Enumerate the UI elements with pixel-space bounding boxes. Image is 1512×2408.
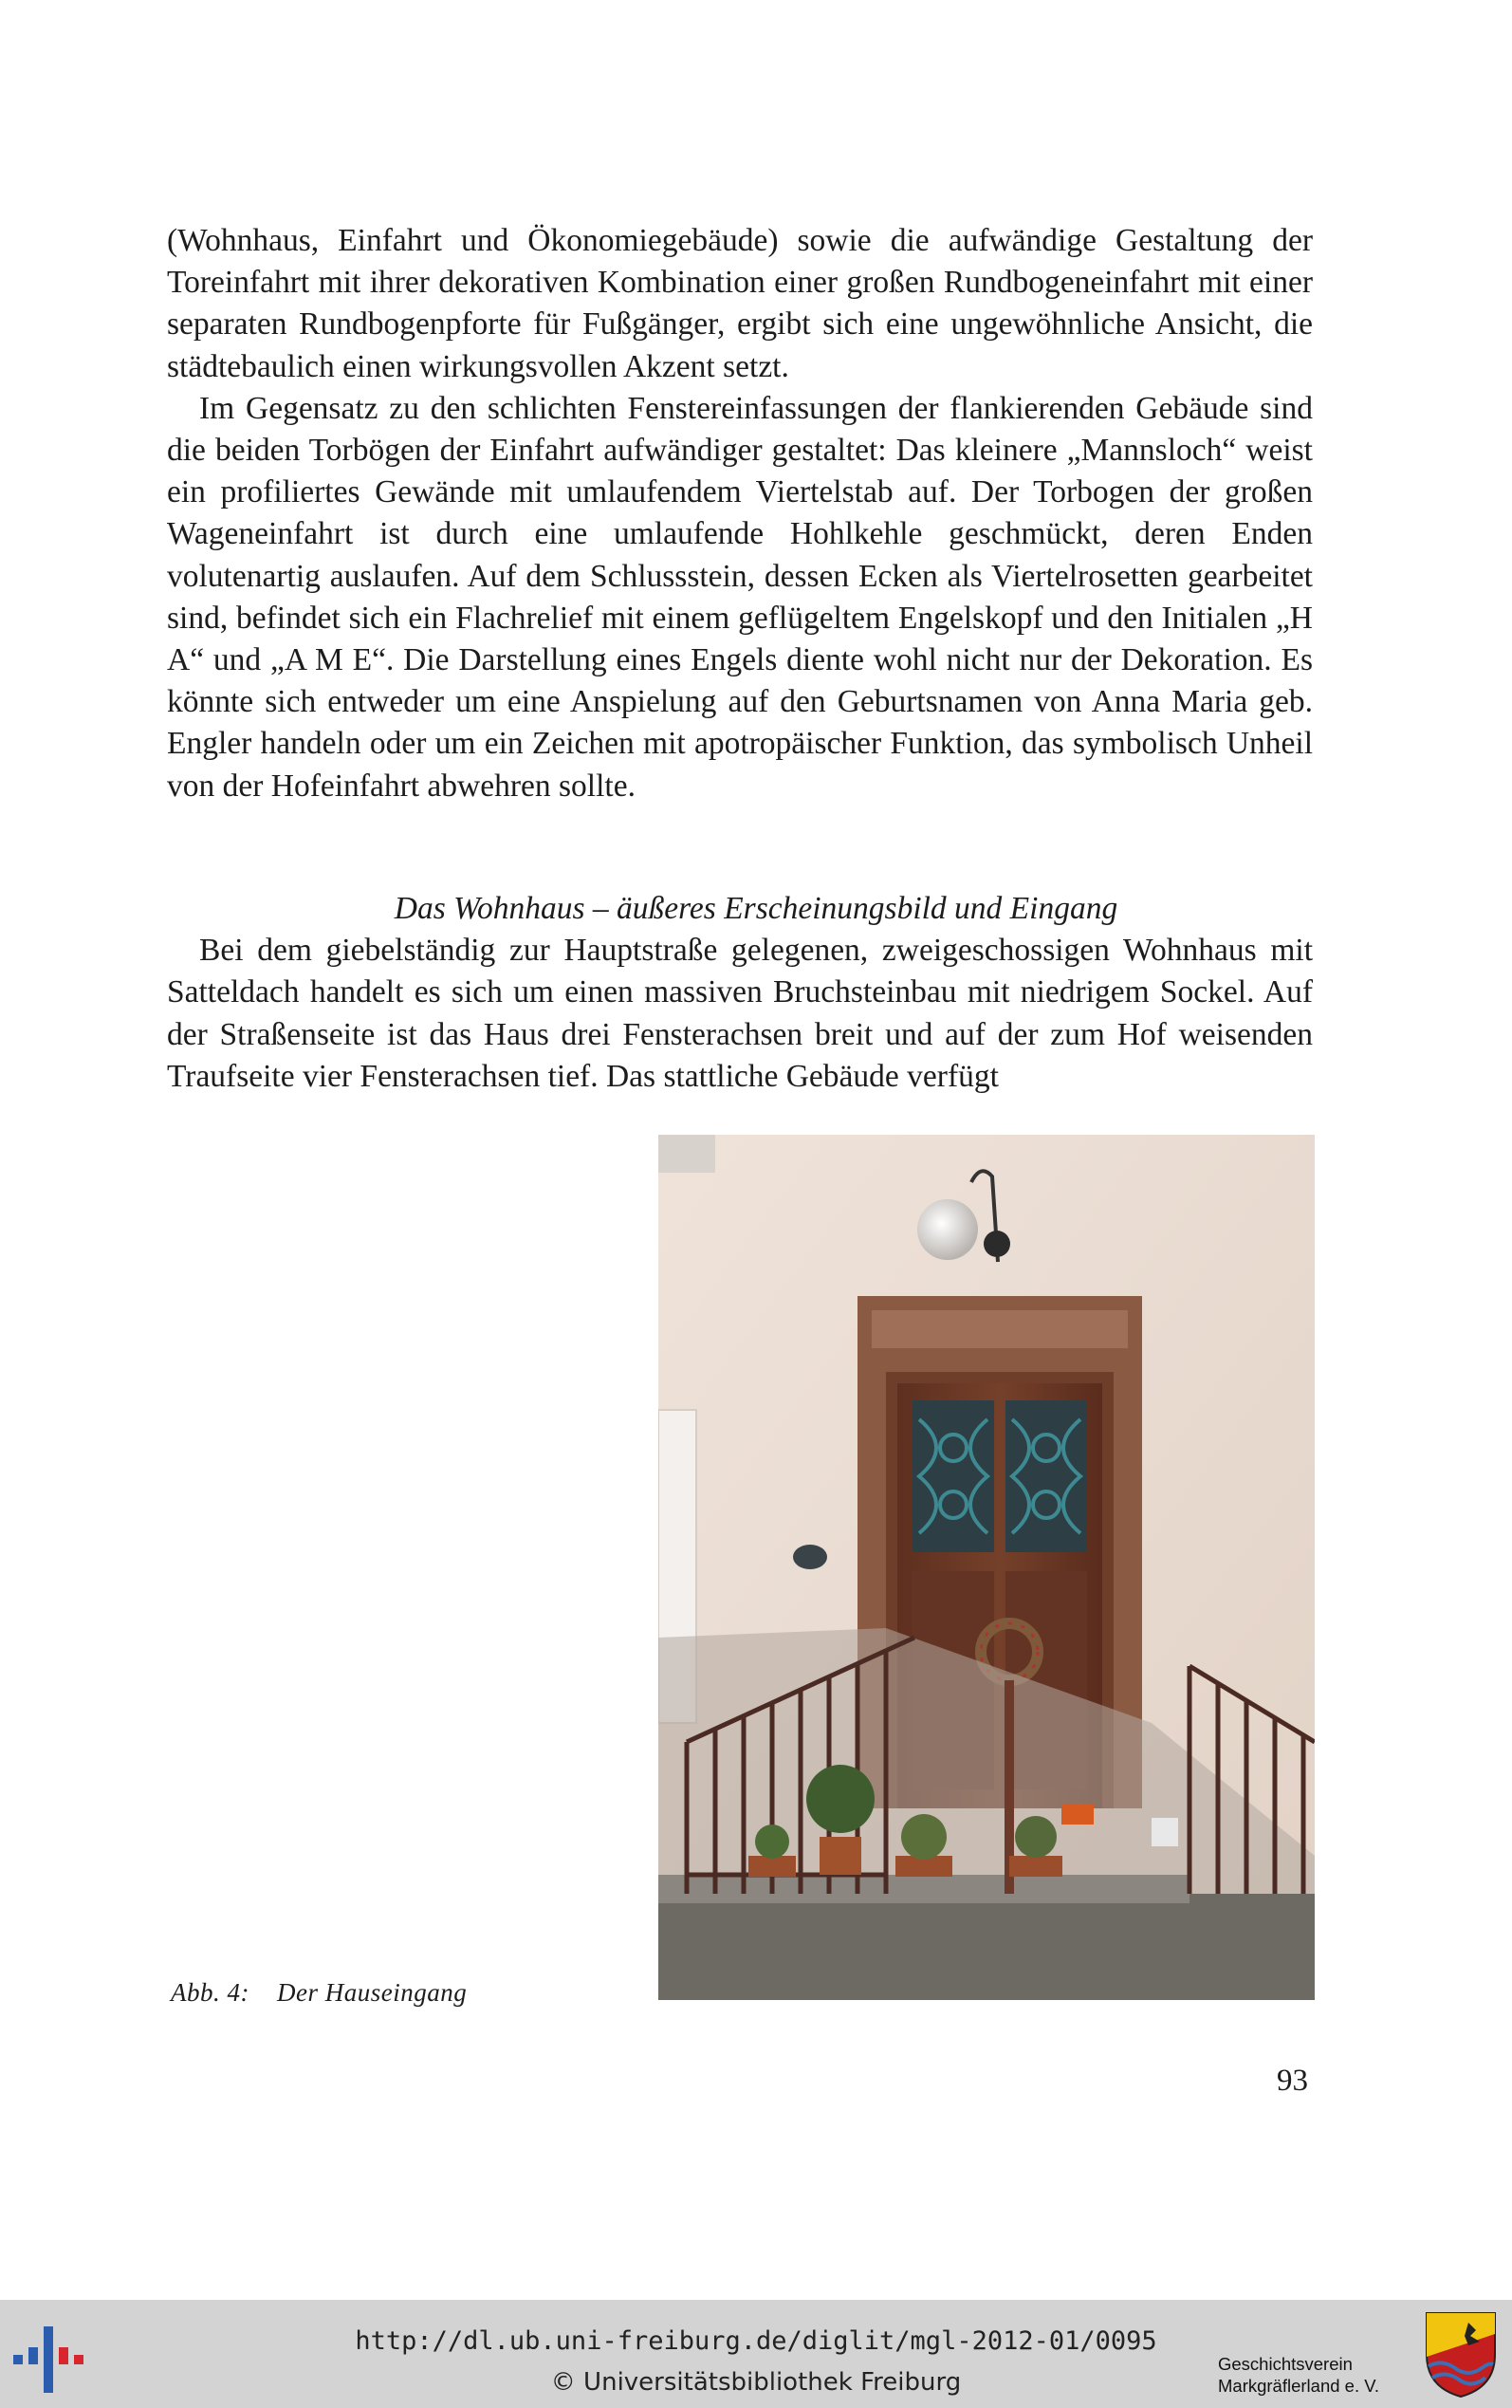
body-text-top: [167, 220, 1313, 807]
footer-society: [1218, 2353, 1379, 2397]
house-entrance-photo: [658, 1135, 1315, 2000]
section-heading: Das Wohnhaus – äußeres Erscheinungsbild und Eingang: [394, 891, 1118, 926]
figure-label: Abb. 4:: [171, 1978, 249, 2007]
footer-society-line1: Geschichtsverein: [1218, 2354, 1353, 2374]
footer-url[interactable]: http://dl.ub.uni-freiburg.de/diglit/mgl-2012-01/0095: [355, 2326, 1157, 2356]
body-text-section: [167, 888, 1313, 1098]
figure-caption-text: Der Hauseingang: [277, 1978, 468, 2007]
page-number: 93: [1277, 2064, 1308, 2098]
coat-of-arms-icon: [1423, 2309, 1499, 2400]
footer-copyright: © Universitätsbibliothek Freiburg: [550, 2368, 962, 2397]
paragraph-1: (Wohnhaus, Einfahrt und Ökonomiegebäude) sowie die aufwändige Gestaltung der Toreinfahrt mit ihrer dekorativen Kombination einer großen Rundbogeneinfahrt mit einer separaten Rundbogenpforte für Fußgänger, ergibt sich eine ungewöhnliche Ansicht, die städtebaulich einen wirkungsvollen Akzent setzt.: [167, 223, 1313, 384]
footer-bar: [0, 2300, 1512, 2408]
figure-caption: [171, 1978, 467, 2008]
footer-society-line2: Markgräflerland e. V.: [1218, 2376, 1380, 2396]
paragraph-2: Im Gegensatz zu den schlichten Fenstereinfassungen der flankierenden Gebäude sind die beiden Torbögen der Einfahrt aufwändiger gestaltet: Das kleinere „Mannsloch“ weist ein profiliertes Gewände mit umlaufendem Viertelstab auf. Der Torbogen der großen Wageneinfahrt ist durch eine umlaufende Hohlkehle geschmückt, deren Enden volutenartig auslaufen. Auf dem Schlussstein, dessen Ecken als Viertelrosetten gearbeitet sind, befindet sich ein Flachrelief mit einem geflügeltem Engelskopf und den Initialen „H A“ und „A M E“. Die Darstellung eines Engels diente wohl nicht nur der Dekoration. Es könnte sich entweder um eine Anspielung auf den Geburtsnamen von Anna Maria geb. Engler handeln oder um ein Zeichen mit apotropäischer Funktion, das symbolisch Unheil von der Hofeinfahrt abwehren sollte.: [167, 390, 1313, 804]
paragraph-3: Bei dem giebelständig zur Hauptstraße gelegenen, zweigeschossigen Wohnhaus mit Satteldach handelt es sich um einen massiven Bruchsteinbau mit niedrigem Sockel. Auf der Straßenseite ist das Haus drei Fensterachsen breit und auf der zum Hof weisenden Traufseite vier Fensterachsen tief. Das stattliche Gebäude verfügt: [167, 933, 1313, 1094]
